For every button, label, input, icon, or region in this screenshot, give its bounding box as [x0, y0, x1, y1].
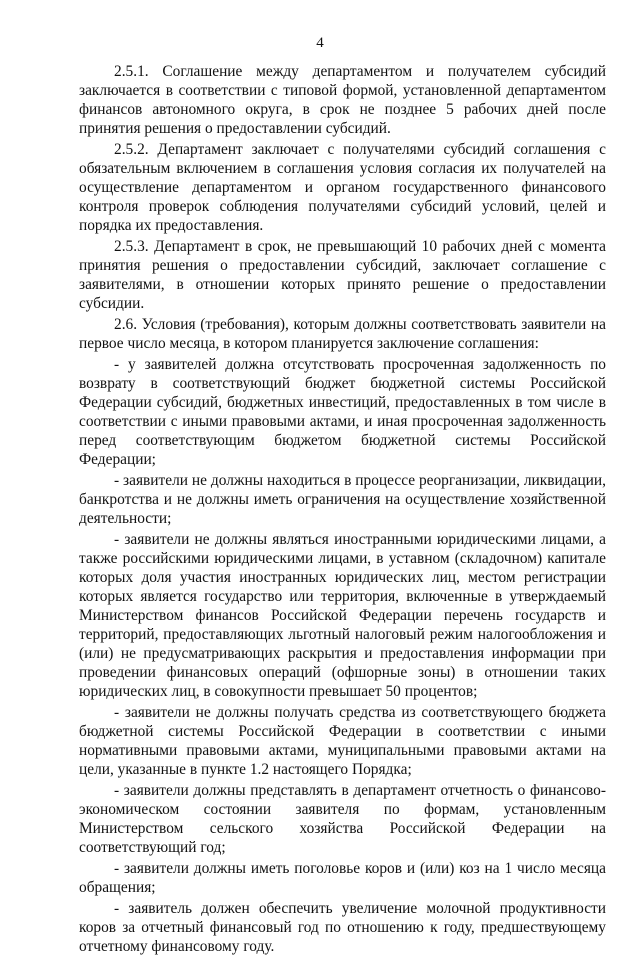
requirement-no-reorganization: - заявители не должны находиться в процессе реорганизации, ликвидации, банкротства и не должны иметь ограничения на осуществление хозяйственной деятельности; — [79, 472, 606, 527]
page-number: 4 — [316, 35, 324, 51]
requirement-livestock: - заявители должны иметь поголовье коров и (или) коз на 1 число месяца обращения; — [79, 860, 606, 896]
requirement-no-other-funds: - заявители не должны получать средства из соответствующего бюджета бюджетной системы Российской Федерации в соответствии с иными нормативными правовыми актами, муниципальными правовыми актами на цели, указанные в пункте 1.2 настоящего Порядка; — [79, 704, 606, 778]
paragraph-2-5-2: 2.5.2. Департамент заключает с получателями субсидий соглашения с обязательным включением в соглашения условия согласия их получателей на осуществление департаментом и органом государственного финансового контроля проверок соблюдения получателями субсидий условий, целей и порядка их предоставления. — [79, 141, 606, 234]
requirement-reporting: - заявители должны представлять в департамент отчетность о финансово-экономическом состоянии заявителя по формам, установленным Министерством сельского хозяйства Российской Федерации на соответствующий год; — [79, 782, 606, 856]
paragraph-2-5-3: 2.5.3. Департамент в срок, не превышающий 10 рабочих дней с момента принятия решения о предоставлении субсидий, заключает соглашение с заявителями, в отношении которых принято решение о предоставлении субсидии. — [79, 238, 606, 312]
requirement-milk-productivity: - заявитель должен обеспечить увеличение молочной продуктивности коров за отчетный финансовый год по отношению к году, предшествующему отчетному финансовому году. — [79, 900, 606, 955]
paragraph-2-5-1: 2.5.1. Соглашение между департаментом и получателем субсидий заключается в соответствии с типовой формой, установленной департаментом финансов автономного округа, в срок не позднее 5 рабочих дней после принятия решения о предоставлении субсидий. — [79, 63, 606, 137]
document-body — [79, 62, 606, 956]
requirement-no-debt: - у заявителей должна отсутствовать просроченная задолженность по возврату в соответствующий бюджет бюджетной системы Российской Федерации субсидий, бюджетных инвестиций, предоставленных в том числе в соответствии с иными правовыми актами, и иная просроченная задолженность перед соответствующим бюджетом бюджетной системы Российской Федерации; — [79, 356, 606, 468]
requirement-not-foreign: - заявители не должны являться иностранными юридическими лицами, а также российскими юридическими лицами, в уставном (складочном) капитале которых доля участия иностранных юридических лиц, местом регистрации которых является государство или территория, включенные в утверждаемый Министерством финансов Российской Федерации перечень государств и территорий, предоставляющих льготный налоговый режим налогообложения и (или) не предусматривающих раскрытия и предоставления информации при проведении финансовых операций (офшорные зоны) в отношении таких юридических лиц, в совокупности превышает 50 процентов; — [79, 531, 606, 700]
paragraph-2-6: 2.6. Условия (требования), которым должны соответствовать заявители на первое число месяца, в котором планируется заключение соглашения: — [79, 316, 606, 352]
